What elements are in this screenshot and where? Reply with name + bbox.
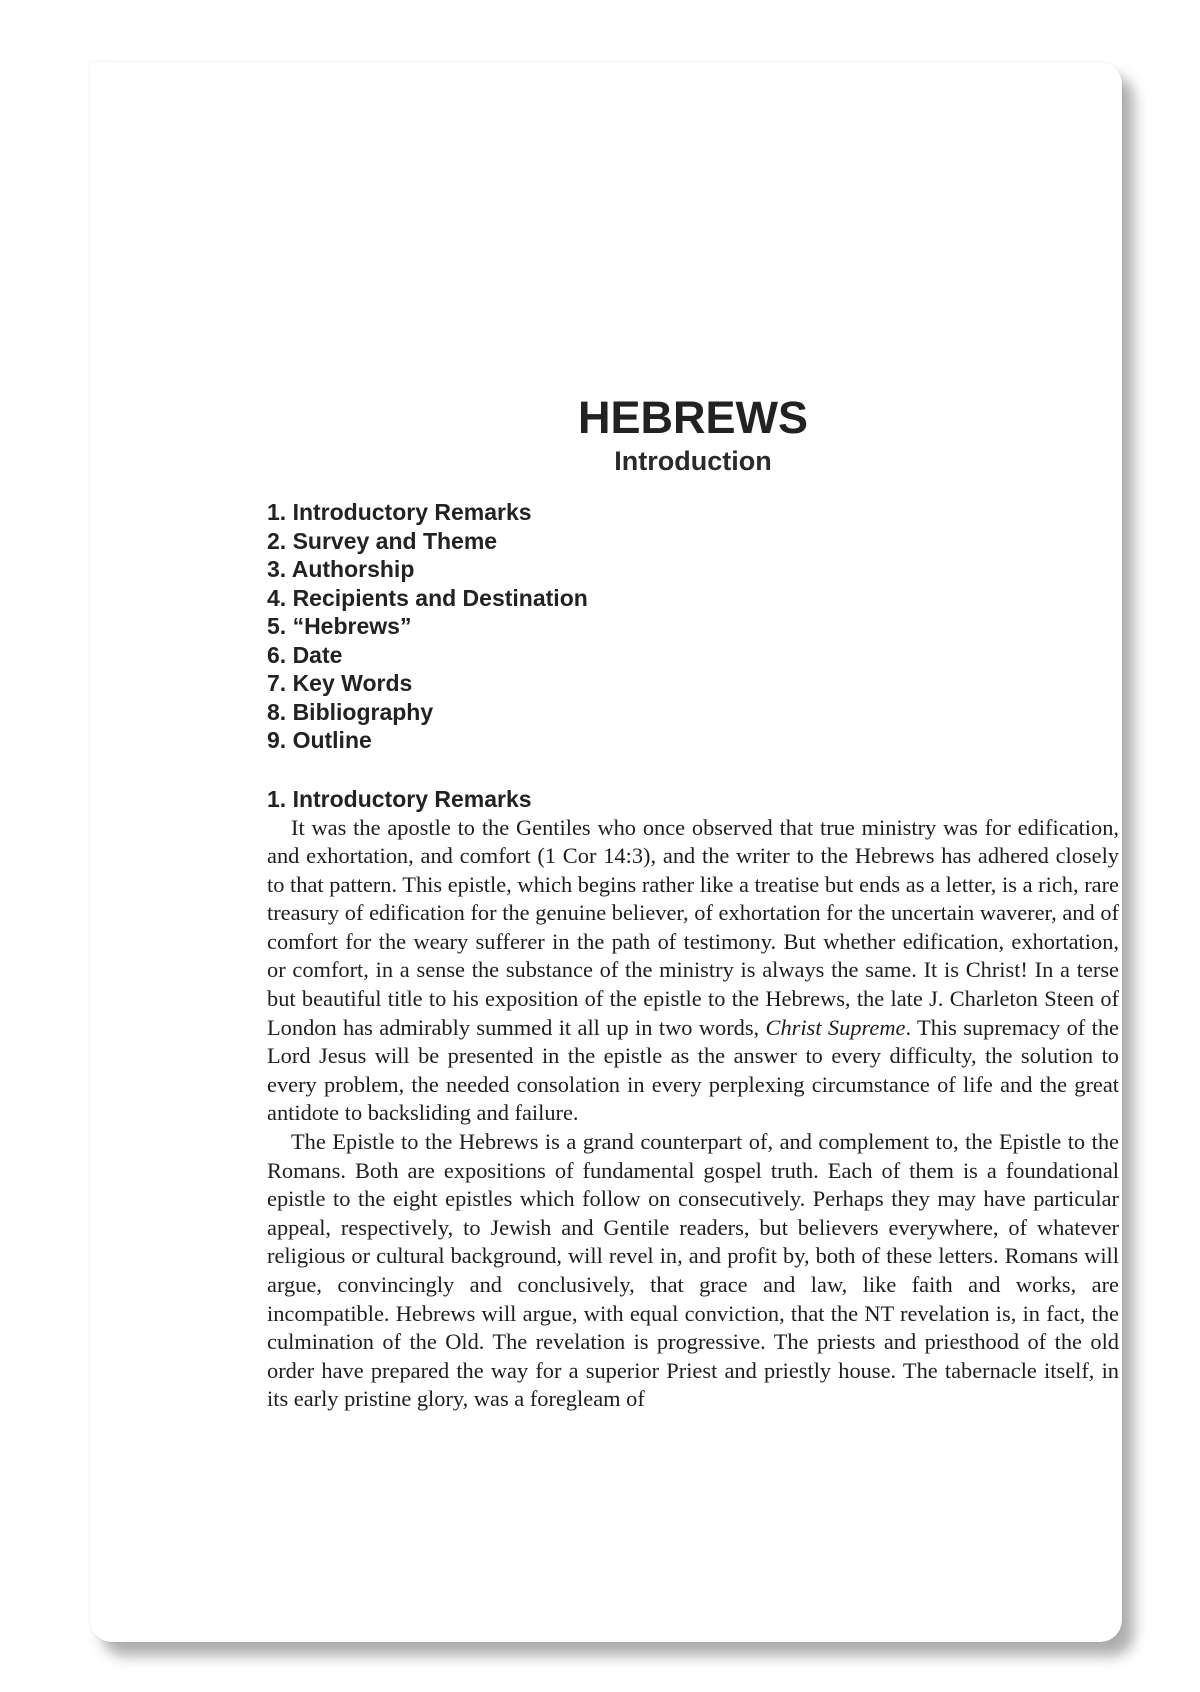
toc-item: 5. “Hebrews”	[267, 613, 412, 639]
section-heading: 1. Introductory Remarks	[267, 785, 532, 812]
document-page	[90, 62, 1122, 1642]
toc-item: 7. Key Words	[267, 670, 413, 696]
body-paragraph: The Epistle to the Hebrews is a grand counterpart of, and complement to, the Epistle to the Romans. Both are expositions of fundamental gospel truth. Each of them is a foundational epistle to the eight epistles which follow on consecutively. Perhaps they may have particular appeal, respectively, to Jewish and Gentile readers, but believers everywhere, of whatever religious or cultural background, will revel in, and profit by, both of these letters. Romans will argue, convincingly and conclusively, that grace and law, like faith and works, are incompatible. Hebrews will argue, with equal conviction, that the NT revelation is, in fact, the culmination of the Old. The revelation is progressive. The priests and priesthood of the old order have prepared the way for a superior Priest and priestly house. The tabernacle itself, in its early pristine glory, was a foregleam of	[267, 1129, 1119, 1412]
italic-title: Christ Supreme	[765, 1014, 906, 1040]
toc-item: 8. Bibliography	[267, 698, 434, 725]
paragraph-text: It was the apostle to the Gentiles who once observed that true ministry was for edification, and exhortation, and comfort (1 Cor 14:3), and the writer to the Hebrews has adhered closely to that pattern. This epistle, which begins rather like a treatise but ends as a letter, is a rich, rare treasury of edification for the genuine believer, of exhortation for the uncertain waverer, and of comfort for the weary sufferer in the path of testimony. But whether edification, exhortation, or comfort, in a sense the substance of the ministry is always the same. It is Christ! In a terse but beautiful title to his exposition of the epistle to the Hebrews, the late J. Charleton Steen of London has admirably summed it all up in two words,	[267, 814, 1119, 1040]
toc-item: 3. Authorship	[267, 556, 415, 582]
book-subtitle: Introduction	[614, 446, 772, 476]
toc-item: 6. Date	[267, 641, 343, 668]
book-title: HEBREWS	[577, 392, 808, 443]
toc-item: 4. Recipients and Destination	[267, 584, 588, 611]
toc-item: 1. Introductory Remarks	[267, 499, 532, 525]
page-content	[267, 392, 1119, 1414]
body-paragraph	[267, 814, 1119, 1129]
table-of-contents	[267, 498, 1119, 755]
toc-item: 9. Outline	[267, 727, 372, 753]
toc-item: 2. Survey and Theme	[267, 527, 498, 554]
paragraph-text: . This supremacy of the Lord Jesus will be presented in the epistle as the answer to every difficulty, the solution to every problem, the needed consolation in every perplexing circumstance of life and the great antidote to backsliding and failure.	[267, 1014, 1119, 1126]
